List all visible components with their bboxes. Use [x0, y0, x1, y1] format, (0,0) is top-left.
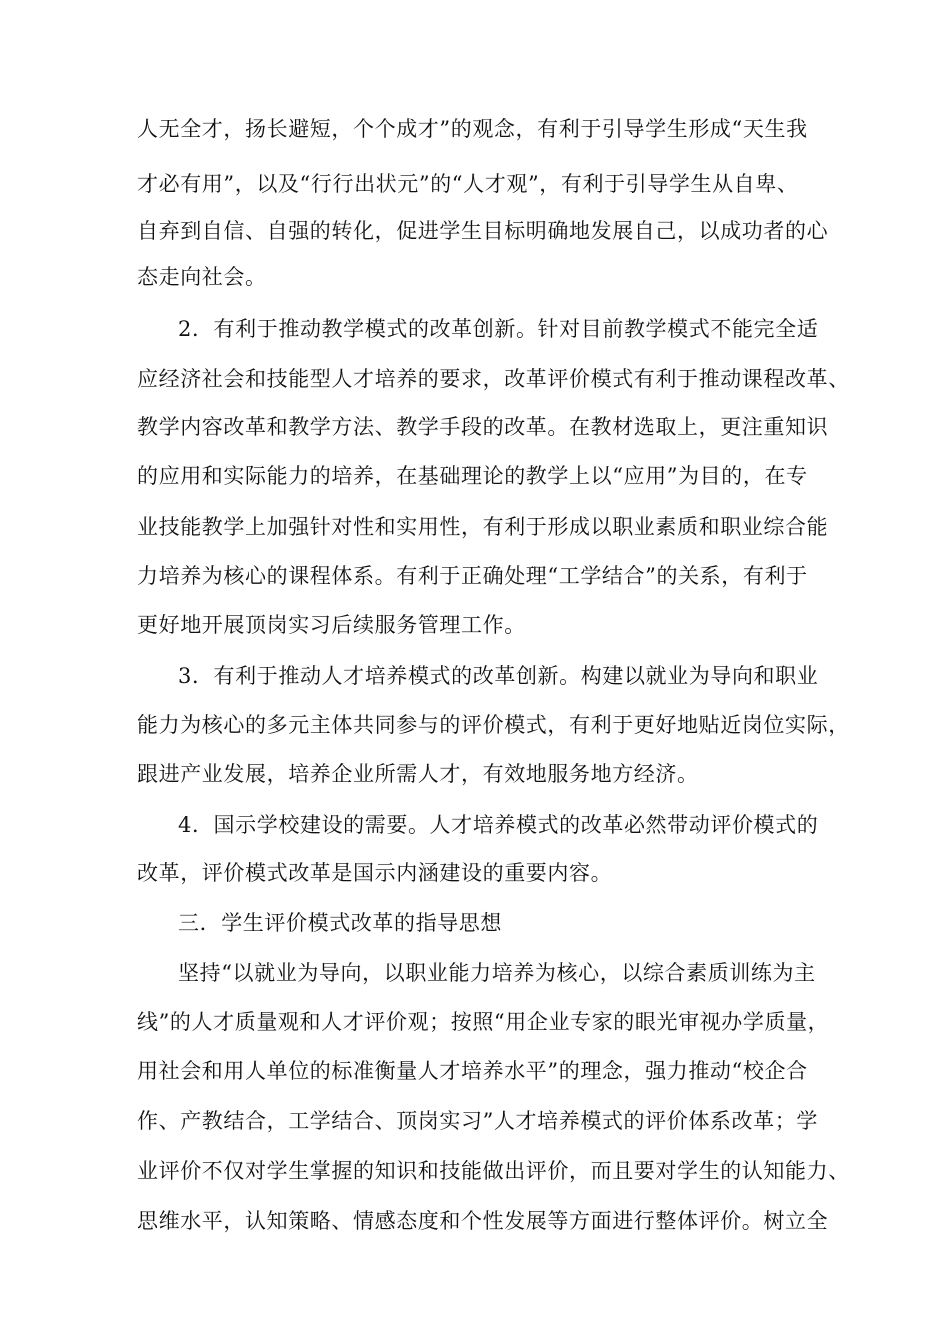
text-line-8: 的应用和实际能力的培养，在基础理论的教学上以“应用”为目的，在专 — [137, 464, 808, 488]
text-line-10: 力培养为核心的课程体系。有利于正确处理“工学结合”的关系，有利于 — [137, 564, 808, 588]
text-line-14: 跟进产业发展，培养企业所需人才，有效地服务地方经济。 — [137, 762, 699, 786]
paragraph-3-first-line: 3．有利于推动人才培养模式的改革创新。构建以就业为导向和职业 — [178, 664, 819, 688]
text-line-19: 线”的人才质量观和人才评价观；按照“用企业专家的眼光审视办学质量， — [137, 1010, 830, 1034]
section-heading: 三．学生评价模式改革的指导思想 — [178, 911, 502, 935]
text-line-7: 教学内容改革和教学方法、教学手段的改革。在教材选取上，更注重知识 — [137, 415, 829, 439]
text-line-9: 业技能教学上加强针对性和实用性，有利于形成以职业素质和职业综合能 — [137, 515, 829, 539]
text-line-4: 态走向社会。 — [137, 265, 267, 289]
paragraph-2-first-line: 2．有利于推动教学模式的改革创新。针对目前教学模式不能完全适 — [178, 317, 819, 341]
text-line-1: 人无全才，扬长避短，个个成才”的观念，有利于引导学生形成“天生我 — [137, 117, 808, 141]
text-line-13: 能力为核心的多元主体共同参与的评价模式，有利于更好地贴近岗位实际， — [137, 713, 850, 737]
text-line-22: 业评价不仅对学生掌握的知识和技能做出评价，而且要对学生的认知能力、 — [137, 1159, 850, 1183]
text-line-20: 用社会和用人单位的标准衡量人才培养水平”的理念，强力推动“校企合 — [137, 1059, 808, 1083]
text-line-11: 更好地开展顶岗实习后续服务管理工作。 — [137, 613, 526, 637]
text-line-23: 思维水平，认知策略、情感态度和个性发展等方面进行整体评价。树立全 — [137, 1209, 829, 1233]
text-line-16: 改革，评价模式改革是国示内涵建设的重要内容。 — [137, 861, 613, 885]
text-line-6: 应经济社会和技能型人才培养的要求，改革评价模式有利于推动课程改革、 — [137, 367, 850, 391]
text-line-2: 才必有用”，以及“行行出状元”的“人才观”，有利于引导学生从自卑、 — [137, 172, 799, 196]
paragraph-5-first-line: 坚持“以就业为导向，以职业能力培养为核心，以综合素质训练为主 — [178, 961, 816, 985]
paragraph-4-first-line: 4．国示学校建设的需要。人才培养模式的改革必然带动评价模式的 — [178, 813, 819, 837]
text-line-21: 作、产教结合，工学结合、顶岗实习”人才培养模式的评价体系改革；学 — [137, 1109, 818, 1133]
text-line-3: 自弃到自信、自强的转化，促进学生目标明确地发展自己，以成功者的心 — [137, 219, 829, 243]
